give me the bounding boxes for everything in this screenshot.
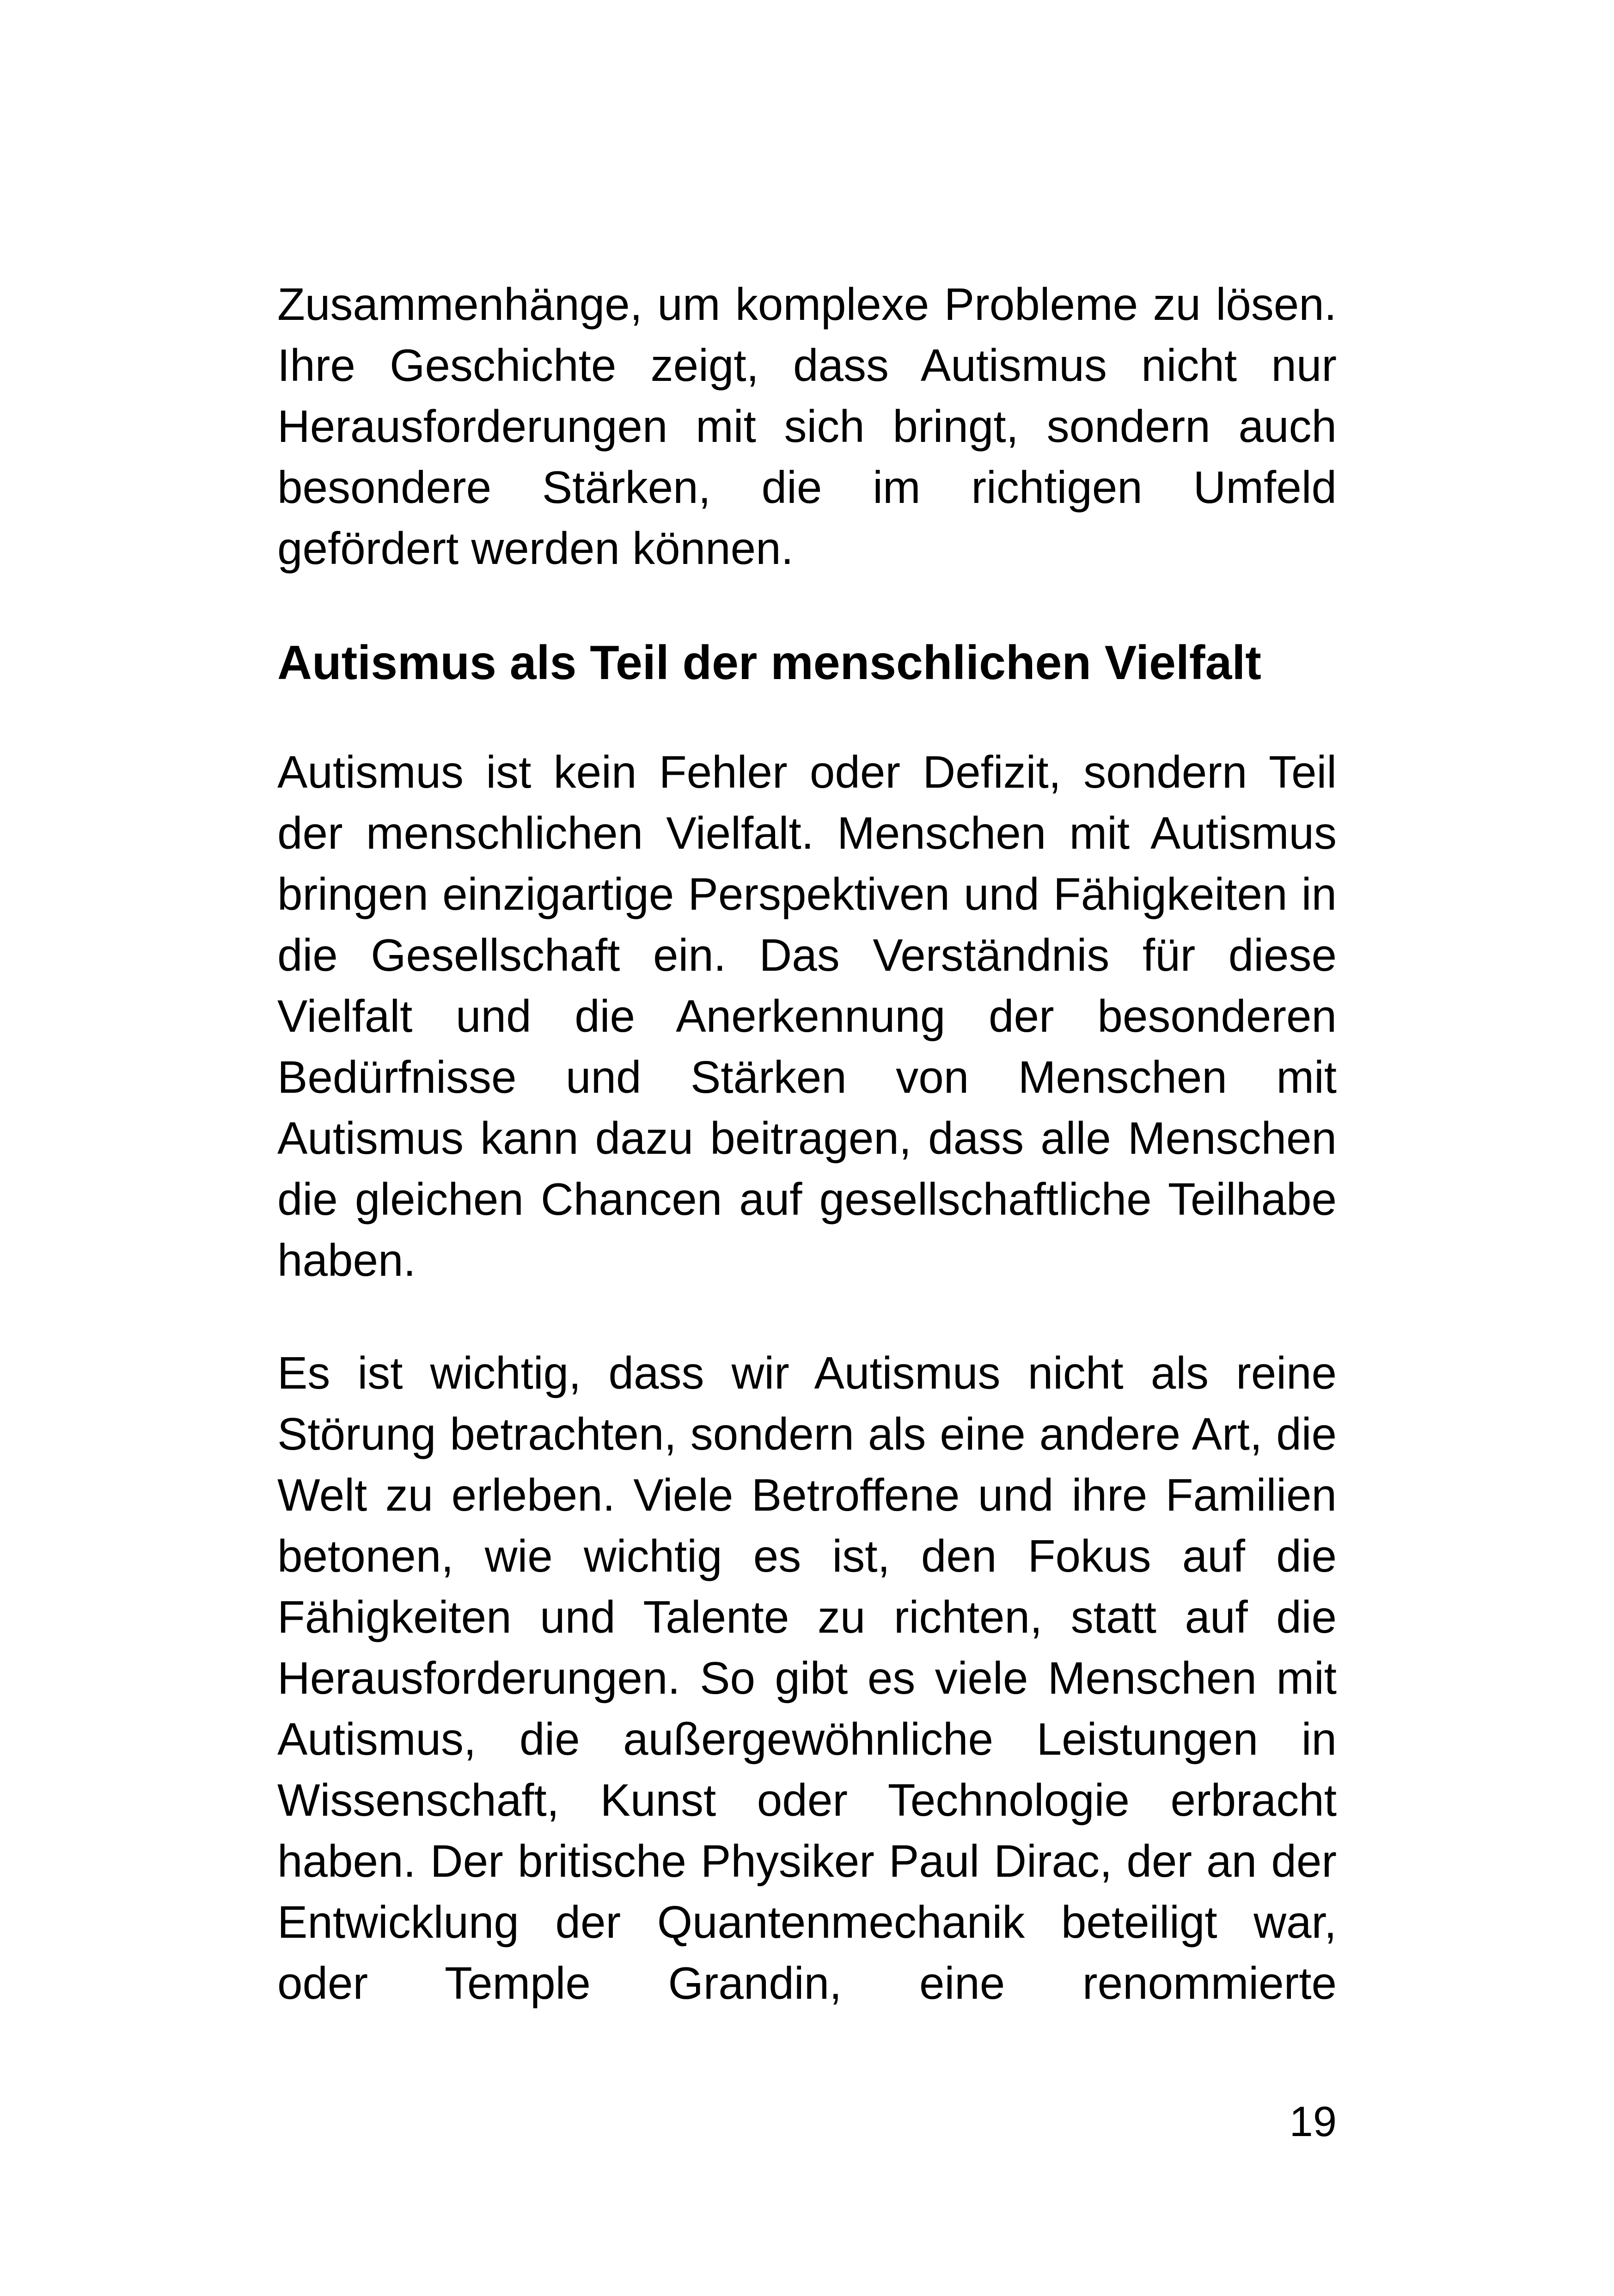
paragraph-block-2: [277, 1342, 1337, 2014]
paragraph: Autismus ist kein Fehler oder Defizit, sondern Teil der menschlichen Vielfalt. Menschen mit Autismus bringen einzigartige Perspektiven und Fähigkeiten in die Gesellschaft ein. Das Verständnis für diese Vielfalt und die Anerkennung der besonderen Bedürfnisse und Stärken von Menschen mit Autismus kann dazu beitragen, dass alle Menschen die gleichen Chancen auf gesellschaftliche Teilhabe haben.: [277, 747, 1337, 1286]
paragraph: Es ist wichtig, dass wir Autismus nicht als reine Störung betrachten, sondern als eine andere Art, die Welt zu erleben. Viele Betroffene und ihre Familien betonen, wie wichtig es ist, den Fokus auf die Fähigkeiten und Talente zu richten, statt auf die Herausforderungen. So gibt es viele Menschen mit Autismus, die außergewöhnliche Leistungen in Wissenschaft, Kunst oder Technologie erbracht haben. Der britische Physiker Paul Dirac, der an der Entwicklung der Quantenmechanik beteiligt war, oder Temple Grandin, eine renommierte: [277, 1347, 1337, 2008]
paragraph: Zusammenhänge, um komplexe Probleme zu lösen. Ihre Geschichte zeigt, dass Autismus nicht nur Herausforderungen mit sich bringt, sondern auch besondere Stärken, die im richtigen Umfeld gefördert werden können.: [277, 279, 1337, 574]
section-heading-block: [277, 632, 1337, 693]
paragraph-continuation: [277, 274, 1337, 579]
paragraph-block-1: [277, 741, 1337, 1291]
page-number: 19: [1289, 2098, 1337, 2145]
section-heading: Autismus als Teil der menschlichen Vielfalt: [277, 636, 1261, 690]
